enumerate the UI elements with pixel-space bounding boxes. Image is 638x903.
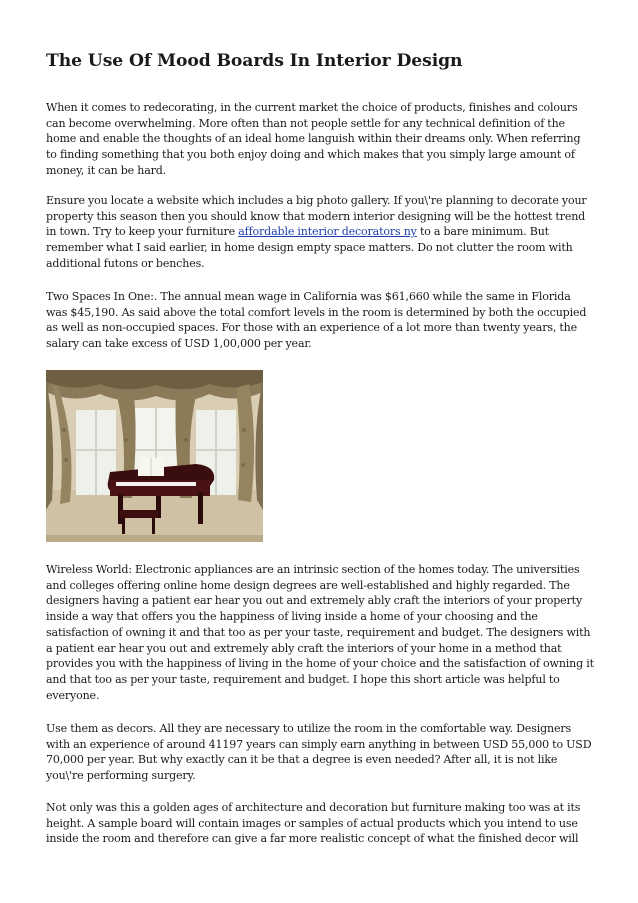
paragraph-wireless-world: Wireless World: Electronic appliances are an intrinsic section of the homes today. The universities and colleges offering online home design degrees are well-established and highly regarded. The designers having a patient ear hear you out and extremely ably craft the interiors of your property inside a way that offers you the happiness of living inside a home of your choosing and the satisfaction of owning it and that too as per your taste, requirement and budget. The designers with a patient ear hear you out and extremely ably craft the interiors of your home in a method that provides you with the happiness of living in the home of your choice and the satisfaction of owning it and that too as per your taste, requirement and budget. I hope this short article was helpful to everyone. (46, 563, 594, 702)
paragraph-photo-gallery (46, 193, 594, 272)
paragraph-golden-age: Not only was this a golden ages of architecture and decoration but furniture making too was at its height. A sample board will contain images or samples of actual products which you intend to use inside the room and therefore can give a far more realistic concept of what the finished decor will (46, 801, 581, 846)
paragraph-two-spaces: Two Spaces In One:. The annual mean wage in California was $61,660 while the same in Florida was $45,190. As said above the total comfort levels in the room is determined by both the occupied as well as non-occupied spaces. For those with an experience of a lot more than twenty years, the salary can take excess of USD 1,00,000 per year. (46, 290, 587, 351)
interior-decorators-link[interactable]: affordable interior decorators ny (238, 225, 417, 239)
piano-room-photo (46, 370, 263, 542)
document-title: The Use Of Mood Boards In Interior Design (46, 51, 463, 71)
paragraph-text-after-link: to a bare minimum. But remember what I said earlier, in home design empty space matters. Do not clutter the room with additional futons or benches. (46, 225, 573, 270)
paragraph-use-as-decors: Use them as decors. All they are necessary to utilize the room in the comfortable way. Designers with an experience of around 41197 years can simply earn anything in between USD 55,000 to USD 70,000 per year. But why exactly can it be that a degree is even needed? After all, it is not like you\'re performing surgery. (46, 722, 592, 783)
paragraph-text-before-link: Ensure you locate a website which includes a big photo gallery. If you\'re planning to decorate your property this season then you should know that modern interior designing will be the hottest trend in town. Try to keep your furniture (46, 194, 587, 239)
paragraph-intro: When it comes to redecorating, in the current market the choice of products, finishes and colours can become overwhelming. More often than not people settle for any technical definition of the home and enable the thoughts of an ideal home languish within their dreams only. When referring to finding something that you both enjoy doing and which makes that you simply large amount of money, it can be hard. (46, 101, 581, 177)
